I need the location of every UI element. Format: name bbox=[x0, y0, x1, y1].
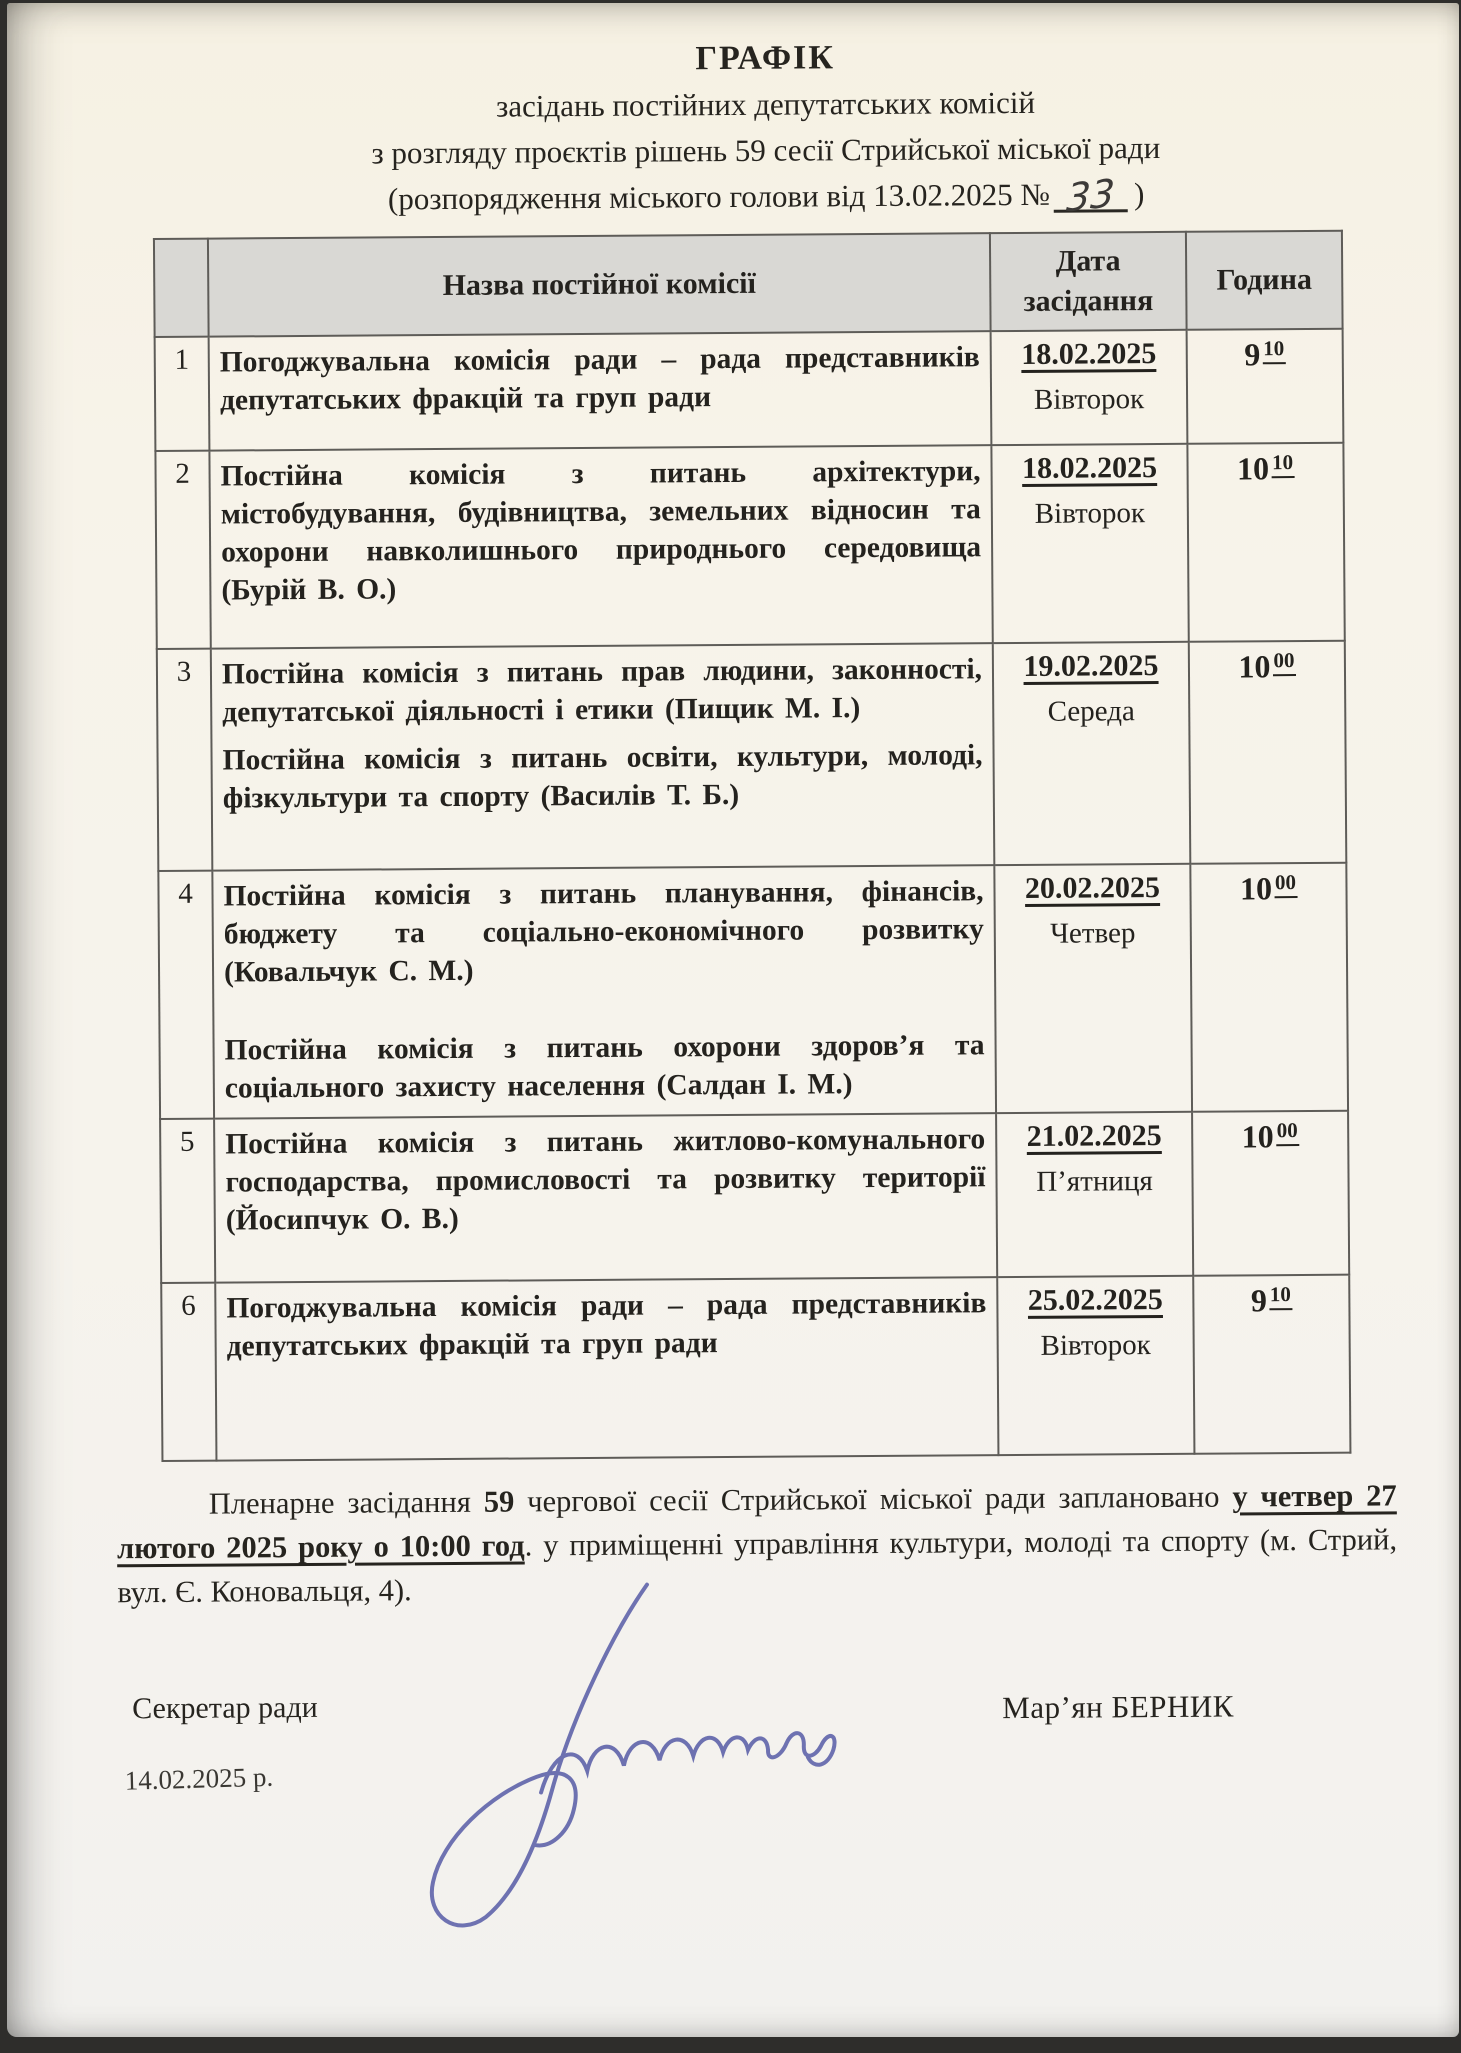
document-title: ГРАФІК bbox=[695, 39, 836, 78]
meeting-date: 18.02.2025 bbox=[1021, 451, 1158, 485]
handwritten-order-number: 33 bbox=[1065, 170, 1117, 221]
meeting-hour-cell bbox=[1193, 1275, 1350, 1454]
meeting-date-cell bbox=[991, 330, 1188, 445]
commission-name-cell bbox=[214, 1113, 997, 1282]
commission-name-cell bbox=[215, 1277, 998, 1460]
meeting-hour: 9 bbox=[1250, 1282, 1267, 1319]
commission-name-secondary: Постійна комісія з питань охорони здоров’я та соціального захисту населення (Салдан І. М.) bbox=[224, 1029, 985, 1105]
column-header-number bbox=[154, 239, 209, 337]
table-row bbox=[160, 1111, 1349, 1283]
meeting-date-cell bbox=[994, 864, 1192, 1113]
order-number-blank bbox=[1054, 170, 1128, 221]
table-row bbox=[157, 641, 1347, 871]
meeting-date: 20.02.2025 bbox=[1024, 871, 1161, 905]
meeting-weekday: П’ятниця bbox=[1036, 1165, 1153, 1198]
meeting-hour-minutes: 00 bbox=[1276, 1118, 1299, 1146]
document-subtitle-1: засідань постійних депутатських комісій bbox=[495, 84, 1036, 124]
row-number: 1 bbox=[155, 337, 210, 451]
table-row bbox=[161, 1275, 1350, 1461]
meeting-hour: 10 bbox=[1239, 870, 1273, 907]
meeting-weekday: Четвер bbox=[1050, 917, 1136, 950]
column-header-hour: Година bbox=[1186, 231, 1343, 330]
secretary-title: Секретар ради bbox=[132, 1690, 318, 1726]
row-number: 2 bbox=[155, 451, 210, 649]
plenary-text: Пленарне засідання bbox=[208, 1484, 484, 1521]
meeting-weekday: Вівторок bbox=[1040, 1329, 1151, 1362]
commission-name-secondary: Постійна комісія з питань освіти, культури, молоді, фізкультури та спорту (Василів Т. Б.) bbox=[222, 739, 983, 815]
row-number: 4 bbox=[158, 871, 214, 1119]
meeting-hour-cell bbox=[1192, 1111, 1349, 1276]
meeting-weekday: Середа bbox=[1047, 695, 1135, 728]
meeting-hour-minutes: 00 bbox=[1272, 648, 1295, 676]
commission-name: Погоджувальна комісія ради – рада представників депутатських фракцій та груп ради bbox=[226, 1287, 987, 1363]
meeting-date-cell bbox=[997, 1276, 1194, 1455]
meeting-weekday: Вівторок bbox=[1033, 383, 1145, 416]
meeting-date-cell bbox=[993, 642, 1191, 865]
commission-name-cell bbox=[212, 865, 996, 1118]
meeting-date: 25.02.2025 bbox=[1027, 1282, 1163, 1317]
document-subtitle-3 bbox=[36, 169, 1461, 225]
meeting-hour: 10 bbox=[1236, 450, 1270, 487]
meeting-date: 18.02.2025 bbox=[1021, 337, 1157, 371]
plenary-datetime: у четвер 27 лютого 2025 року о 10:00 год bbox=[116, 1478, 1397, 1566]
meeting-hour: 10 bbox=[1241, 1118, 1274, 1155]
row-number: 6 bbox=[161, 1283, 216, 1461]
table-row bbox=[155, 329, 1344, 451]
row-number: 5 bbox=[160, 1119, 215, 1283]
table-row bbox=[155, 443, 1344, 649]
document-subtitle-2: з розгляду проєктів рішень 59 сесії Стрийської міської ради bbox=[371, 129, 1161, 171]
order-reference-text: (розпорядження міського голови від 13.02.2025 № bbox=[387, 176, 1051, 217]
plenary-location: . у приміщенні управління культури, молоді та спорту (м. Стрий, вул. Є. Коновальця, 4). bbox=[117, 1522, 1398, 1610]
meeting-hour-minutes: 00 bbox=[1274, 870, 1297, 898]
commission-schedule-table bbox=[153, 230, 1352, 1462]
meeting-hour-cell bbox=[1187, 443, 1344, 642]
table-header bbox=[154, 231, 1343, 337]
document-heading bbox=[35, 31, 1461, 225]
table-row bbox=[158, 863, 1348, 1119]
commission-name-cell bbox=[209, 331, 992, 450]
plenary-text: чергової сесії Стрийської міської ради заплановано bbox=[514, 1479, 1233, 1519]
meeting-date: 19.02.2025 bbox=[1023, 649, 1159, 683]
column-header-date: Дата засідання bbox=[990, 232, 1187, 331]
secretary-name: Мар’ян БЕРНИК bbox=[1002, 1688, 1235, 1726]
meeting-date-cell bbox=[991, 444, 1188, 643]
commission-name-cell bbox=[209, 445, 992, 648]
commission-name: Постійна комісія з питань прав людини, законності, депутатської діяльності і етики (Пищик М. І.) bbox=[221, 653, 983, 729]
meeting-hour-minutes: 10 bbox=[1269, 1282, 1292, 1310]
commission-name: Погоджувальна комісія ради – рада представників депутатських фракцій та груп ради bbox=[219, 341, 980, 417]
meeting-hour-minutes: 10 bbox=[1262, 336, 1285, 364]
order-reference-close: ) bbox=[1133, 176, 1145, 212]
meeting-date-cell bbox=[996, 1112, 1193, 1277]
meeting-weekday: Вівторок bbox=[1034, 497, 1146, 530]
meeting-hour: 10 bbox=[1238, 648, 1271, 685]
meeting-hour-minutes: 10 bbox=[1271, 450, 1294, 478]
meeting-hour-cell bbox=[1187, 329, 1344, 444]
meeting-hour-cell bbox=[1190, 863, 1348, 1112]
meeting-hour: 9 bbox=[1244, 336, 1261, 373]
column-header-name: Назва постійної комісії bbox=[208, 233, 991, 336]
commission-name: Постійна комісія з питань планування, фінансів, бюджету та соціально-економічного розвитку (Ковальчук С. М.) bbox=[223, 875, 984, 989]
plenary-session-number: 59 bbox=[483, 1484, 515, 1519]
meeting-hour-cell bbox=[1189, 641, 1347, 864]
commission-name: Постійна комісія з питань архітектури, містобудування, будівництва, земельних відносин та охорони навколишнього природнього середовища (Бурій В. О.) bbox=[220, 455, 982, 607]
document-date: 14.02.2025 р. bbox=[124, 1761, 274, 1796]
commission-name: Постійна комісія з питань житлово-комунального господарства, промисловості та розвитку території (Йосипчук О. В.) bbox=[225, 1123, 986, 1237]
signature-scribble bbox=[349, 1557, 869, 1947]
meeting-date: 21.02.2025 bbox=[1026, 1118, 1162, 1153]
commission-name-cell bbox=[211, 643, 995, 870]
row-number: 3 bbox=[157, 649, 213, 871]
